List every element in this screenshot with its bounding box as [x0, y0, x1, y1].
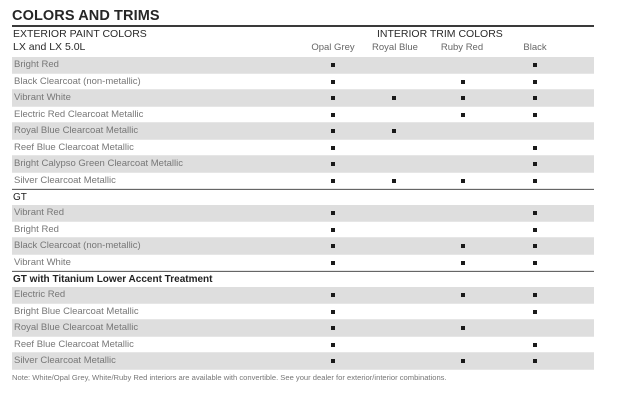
availability-mark [461, 179, 465, 183]
availability-mark [533, 261, 537, 265]
table-row [12, 57, 594, 74]
availability-mark [331, 293, 335, 297]
availability-mark [533, 80, 537, 84]
paint-color-name: Vibrant Red [14, 207, 64, 218]
column-ruby-red: Ruby Red [440, 42, 484, 53]
availability-mark [331, 162, 335, 166]
table-row [12, 222, 594, 239]
color-table-body [12, 57, 594, 370]
interior-header: INTERIOR TRIM COLORS [377, 28, 503, 40]
availability-mark [461, 326, 465, 330]
table-header [12, 27, 594, 57]
availability-mark [461, 261, 465, 265]
table-row [12, 90, 594, 107]
paint-color-name: Reef Blue Clearcoat Metallic [14, 338, 134, 350]
availability-mark [533, 179, 537, 183]
availability-mark [533, 211, 537, 215]
availability-mark [331, 179, 335, 183]
table-row [12, 74, 594, 91]
availability-mark [331, 343, 335, 347]
page-title: COLORS AND TRIMS [12, 8, 160, 24]
availability-mark [533, 244, 537, 248]
availability-mark [331, 63, 335, 67]
table-row [12, 238, 594, 255]
availability-mark [331, 310, 335, 314]
model-header: LX and LX 5.0L [13, 41, 86, 53]
availability-mark [533, 146, 537, 150]
paint-color-name: Vibrant White [14, 256, 71, 268]
paint-color-name: Royal Blue Clearcoat Metallic [14, 322, 139, 333]
availability-mark [533, 228, 537, 232]
exterior-header: EXTERIOR PAINT COLORS [13, 28, 147, 40]
availability-mark [533, 359, 537, 363]
footnote: Note: White/Opal Grey, White/Ruby Red interiors are available with convertible. See your dealer for exterior/interior combinations. [12, 372, 447, 382]
column-black: Black [523, 42, 547, 53]
paint-color-name: Silver Clearcoat Metallic [14, 355, 116, 366]
paint-color-name: Vibrant White [14, 92, 71, 103]
availability-mark [533, 113, 537, 117]
table-row [12, 337, 594, 354]
availability-mark [331, 326, 335, 330]
paint-color-name: Electric Red [14, 289, 66, 300]
availability-mark [392, 179, 396, 183]
availability-mark [392, 129, 396, 133]
paint-color-name: Silver Clearcoat Metallic [14, 174, 116, 186]
availability-mark [331, 129, 335, 133]
availability-mark [331, 96, 335, 100]
table-row [12, 255, 594, 272]
table-row [12, 287, 594, 304]
table-row [12, 173, 594, 190]
availability-mark [461, 244, 465, 248]
paint-color-name: Black Clearcoat (non-metallic) [14, 75, 141, 87]
paint-color-name: Bright Red [14, 223, 59, 235]
table-row [12, 304, 594, 321]
table-row [12, 123, 594, 140]
availability-mark [461, 113, 465, 117]
availability-mark [331, 146, 335, 150]
paint-color-name: Bright Blue Clearcoat Metallic [14, 305, 139, 317]
table-row [12, 140, 594, 157]
paint-color-name: Bright Calypso Green Clearcoat Metallic [14, 158, 183, 169]
paint-color-name: Electric Red Clearcoat Metallic [14, 108, 144, 120]
availability-mark [533, 343, 537, 347]
section-title: GT with Titanium Lower Accent Treatment [13, 274, 213, 285]
availability-mark [331, 228, 335, 232]
column-opal-grey: Opal Grey [311, 42, 355, 53]
column-royal-blue: Royal Blue [372, 42, 418, 53]
availability-mark [461, 80, 465, 84]
availability-mark [533, 96, 537, 100]
availability-mark [331, 80, 335, 84]
section-title: GT [13, 192, 27, 203]
table-row [12, 320, 594, 337]
availability-mark [533, 162, 537, 166]
availability-mark [331, 261, 335, 265]
paint-color-name: Royal Blue Clearcoat Metallic [14, 125, 139, 136]
table-row [12, 156, 594, 173]
paint-color-name: Reef Blue Clearcoat Metallic [14, 141, 134, 153]
paint-color-name: Black Clearcoat (non-metallic) [14, 240, 141, 251]
availability-mark [331, 211, 335, 215]
availability-mark [533, 63, 537, 67]
availability-mark [331, 113, 335, 117]
availability-mark [331, 244, 335, 248]
availability-mark [461, 359, 465, 363]
table-row [12, 107, 594, 124]
availability-mark [533, 293, 537, 297]
colors-and-trims-page [12, 8, 594, 382]
paint-color-name: Bright Red [14, 59, 59, 70]
table-row [12, 205, 594, 222]
availability-mark [392, 96, 396, 100]
availability-mark [461, 293, 465, 297]
table-row [12, 353, 594, 370]
availability-mark [331, 359, 335, 363]
availability-mark [533, 310, 537, 314]
availability-mark [461, 96, 465, 100]
